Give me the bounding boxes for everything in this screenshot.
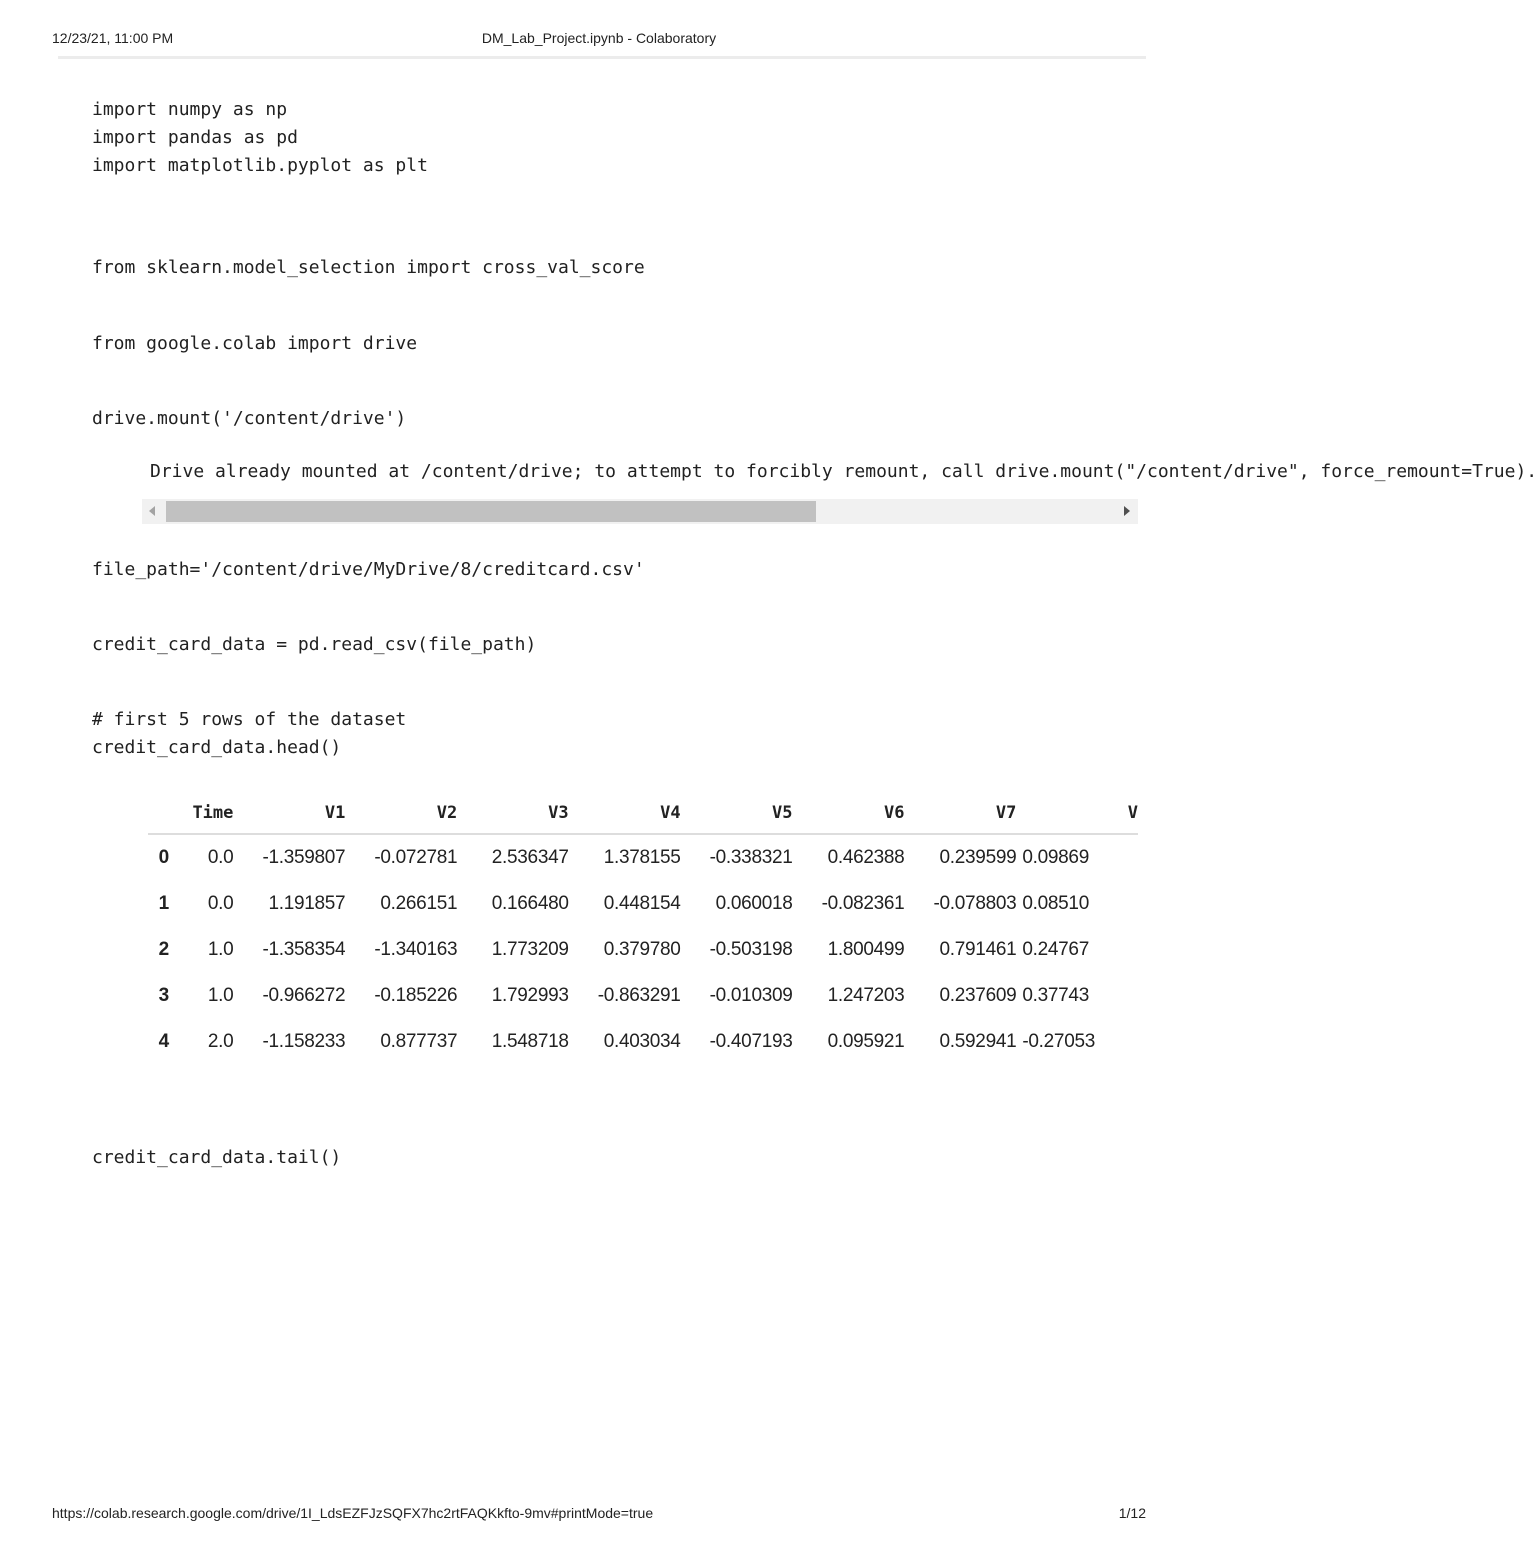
header-divider [58, 56, 1146, 59]
output-horizontal-scrollbar[interactable] [142, 499, 1138, 524]
code-cell-drive-mount[interactable]: drive.mount('/content/drive') [92, 408, 407, 429]
code-cell-sklearn-import[interactable]: from sklearn.model_selection import cross_val_score [92, 257, 645, 278]
page-url: https://colab.research.google.com/drive/1I_LdsEZFJzSQFX7hc2rtFAQKkfto-9mv#printMode=true [52, 1505, 654, 1521]
table-cell: -0.082361 [821, 893, 905, 914]
table-row [148, 881, 1138, 927]
table-cell: 0.266151 [380, 893, 458, 914]
column-header: V [1016, 792, 1138, 834]
table-row [148, 834, 1138, 881]
table-cell: 1.247203 [827, 985, 905, 1006]
row-index: 4 [158, 1031, 169, 1052]
table-cell: 0.060018 [715, 893, 793, 914]
table-cell: -1.359807 [262, 847, 346, 868]
table-cell: 1.0 [207, 939, 234, 960]
column-header: Time [169, 792, 234, 834]
row-index: 1 [158, 893, 169, 914]
table-cell: -0.863291 [597, 985, 681, 1006]
table-cell: -0.503198 [709, 939, 793, 960]
table-cell: 0.0 [207, 847, 234, 868]
table-cell: 0.0 [207, 893, 234, 914]
table-cell: 0.791461 [939, 939, 1017, 960]
table-cell: 2.536347 [491, 847, 569, 868]
column-header: V4 [569, 792, 681, 834]
code-cell-head[interactable]: # first 5 rows of the dataset credit_card_data.head() [92, 709, 407, 758]
table-cell: -0.072781 [374, 847, 458, 868]
table-cell: 0.403034 [603, 1031, 681, 1052]
code-cell-file-path[interactable]: file_path='/content/drive/MyDrive/8/creditcard.csv' [92, 559, 645, 580]
dataframe-table [148, 792, 1138, 1065]
table-cell: 2.0 [207, 1031, 234, 1052]
column-header: V1 [233, 792, 345, 834]
column-header: V6 [793, 792, 905, 834]
column-header: V7 [904, 792, 1016, 834]
row-index: 3 [158, 985, 169, 1006]
table-cell: -0.078803 [933, 893, 1017, 914]
table-row [148, 927, 1138, 973]
table-cell: 0.448154 [603, 893, 681, 914]
table-cell: 0.592941 [939, 1031, 1017, 1052]
scroll-right-arrow-icon[interactable] [1124, 506, 1130, 516]
scrollbar-thumb[interactable] [166, 501, 816, 522]
table-cell: -1.340163 [374, 939, 458, 960]
table-cell: 0.08510 [1022, 893, 1089, 914]
table-cell: -0.338321 [709, 847, 793, 868]
code-cell-imports[interactable]: import numpy as np import pandas as pd import matplotlib.pyplot as plt [92, 99, 428, 176]
table-cell: -0.966272 [262, 985, 346, 1006]
table-cell: -1.358354 [262, 939, 346, 960]
dataframe-header-row [148, 792, 1138, 834]
table-cell: -0.27053 [1022, 1031, 1095, 1052]
cell-output-mount: Drive already mounted at /content/drive; to attempt to forcibly remount, call drive.mount("/content/drive", force_remount=True). [150, 461, 1537, 482]
code-cell-colab-import[interactable]: from google.colab import drive [92, 333, 418, 354]
table-cell: 1.800499 [827, 939, 905, 960]
scroll-left-arrow-icon[interactable] [149, 506, 155, 516]
table-cell: -1.158233 [262, 1031, 346, 1052]
page-number: 1/12 [1118, 1505, 1146, 1521]
table-cell: 0.877737 [380, 1031, 458, 1052]
table-cell: 0.095921 [827, 1031, 905, 1052]
column-header: V2 [345, 792, 457, 834]
code-cell-tail[interactable]: credit_card_data.tail() [92, 1147, 342, 1168]
row-index: 0 [158, 847, 169, 868]
print-datetime: 12/23/21, 11:00 PM [52, 30, 174, 46]
print-header [52, 30, 1146, 48]
code-cell-read-csv[interactable]: credit_card_data = pd.read_csv(file_path) [92, 634, 537, 655]
table-row [148, 973, 1138, 1019]
table-cell: 1.191857 [268, 893, 346, 914]
table-cell: -0.010309 [709, 985, 793, 1006]
table-cell: 0.239599 [939, 847, 1017, 868]
column-header [148, 792, 169, 834]
table-cell: 1.773209 [491, 939, 569, 960]
table-cell: 0.237609 [939, 985, 1017, 1006]
table-cell: 0.37743 [1022, 985, 1089, 1006]
table-cell: -0.407193 [709, 1031, 793, 1052]
table-row [148, 1019, 1138, 1065]
table-cell: 0.379780 [603, 939, 681, 960]
table-cell: 1.792993 [491, 985, 569, 1006]
table-cell: -0.185226 [374, 985, 458, 1006]
table-cell: 0.166480 [491, 893, 569, 914]
table-cell: 1.548718 [491, 1031, 569, 1052]
table-cell: 1.0 [207, 985, 234, 1006]
table-cell: 1.378155 [603, 847, 681, 868]
dataframe-output [148, 792, 1138, 1072]
table-cell: 0.462388 [827, 847, 905, 868]
column-header: V5 [681, 792, 793, 834]
row-index: 2 [158, 939, 169, 960]
page-title: DM_Lab_Project.ipynb - Colaboratory [481, 30, 717, 46]
print-footer [52, 1505, 1146, 1523]
column-header: V3 [457, 792, 568, 834]
table-cell: 0.24767 [1022, 939, 1089, 960]
table-cell: 0.09869 [1022, 847, 1089, 868]
